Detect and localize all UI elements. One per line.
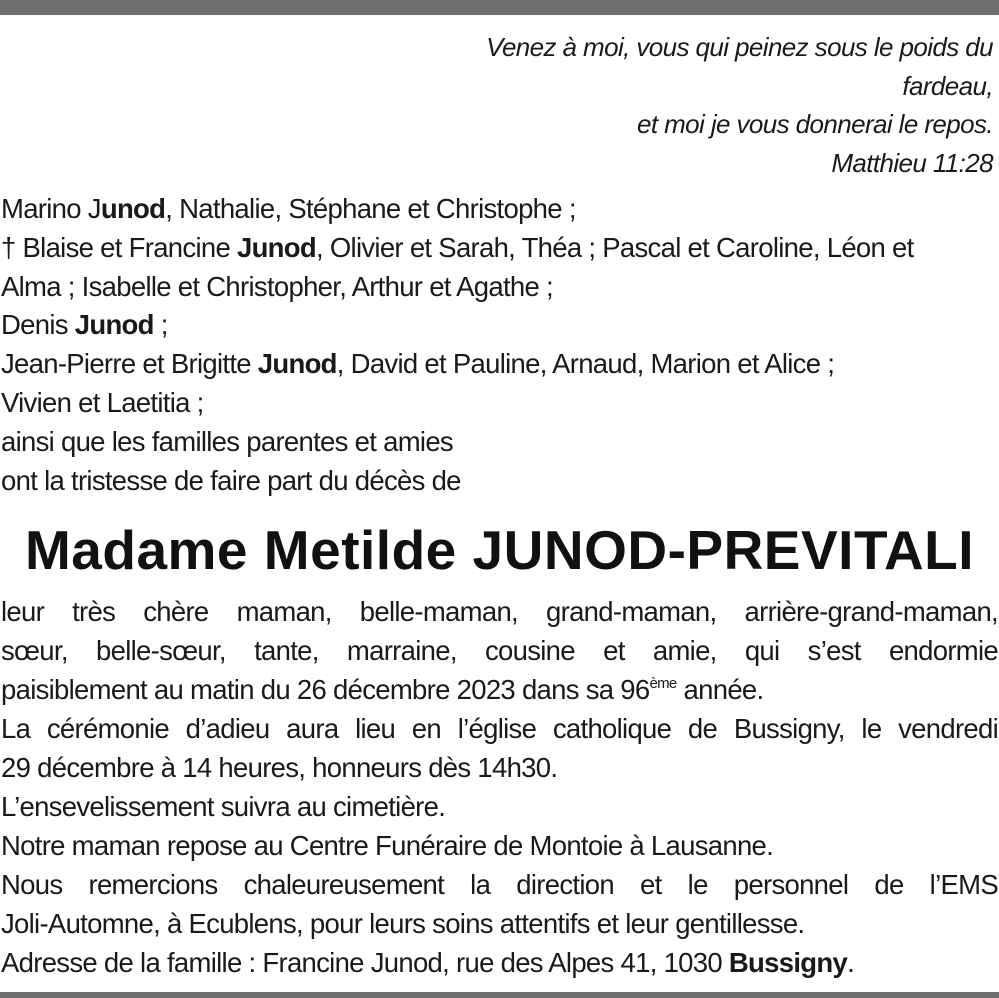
verse-reference: Matthieu 11:28 <box>831 147 993 178</box>
body-line: 29 décembre à 14 heures, honneurs dès 14h30. <box>1 752 558 783</box>
body-line: La cérémonie d’adieu aura lieu en l’église catholique de Bussigny, le vendredi <box>1 713 998 744</box>
family-address: Adresse de la famille : Francine Junod, rue des Alpes 41, 1030 Bussigny. <box>1 947 855 978</box>
family-line: † Blaise et Francine Junod, Olivier et Sarah, Théa ; Pascal et Caroline, Léon et <box>1 231 914 263</box>
family-line: ont la tristesse de faire part du décès de <box>1 464 461 496</box>
body-line: paisiblement au matin du 26 décembre 2023 dans sa 96ème année. <box>1 674 764 705</box>
announcement-body <box>1 592 998 982</box>
family-line: Jean-Pierre et Brigitte Junod, David et Pauline, Arnaud, Marion et Alice ; <box>1 348 835 380</box>
verse-line: fardeau, <box>902 70 993 101</box>
body-line: L’ensevelissement suivra au cimetière. <box>1 791 446 822</box>
ordinal-suffix: ème <box>649 675 677 692</box>
body-line: Notre maman repose au Centre Funéraire de Montoie à Lausanne. <box>1 830 774 861</box>
verse-line: Venez à moi, vous qui peinez sous le poids du <box>486 32 993 62</box>
body-line: leur très chère maman, belle-maman, grand-maman, arrière-grand-maman, <box>1 596 998 627</box>
verse-line: et moi je vous donnerai le repos. <box>637 109 993 139</box>
family-list <box>1 190 998 500</box>
family-line: Denis Junod ; <box>1 309 168 341</box>
body-line: Nous remercions chaleureusement la direction et le personnel de l’EMS <box>1 869 998 900</box>
bible-verse <box>353 28 993 182</box>
body-line: Joli-Automne, à Ecublens, pour leurs soins attentifs et leur gentillesse. <box>1 908 805 939</box>
family-line: ainsi que les familles parentes et amies <box>1 425 453 457</box>
family-line: Marino Junod, Nathalie, Stéphane et Christophe ; <box>1 193 576 224</box>
body-line: sœur, belle-sœur, tante, marraine, cousine et amie, qui s’est endormie <box>1 635 998 666</box>
family-line: Vivien et Laetitia ; <box>1 386 204 418</box>
family-line: Alma ; Isabelle et Christopher, Arthur et Agathe ; <box>1 270 553 302</box>
bottom-rule <box>0 992 999 998</box>
deceased-name: Madame Metilde JUNOD-PREVITALI <box>24 519 975 581</box>
top-rule <box>0 0 999 15</box>
